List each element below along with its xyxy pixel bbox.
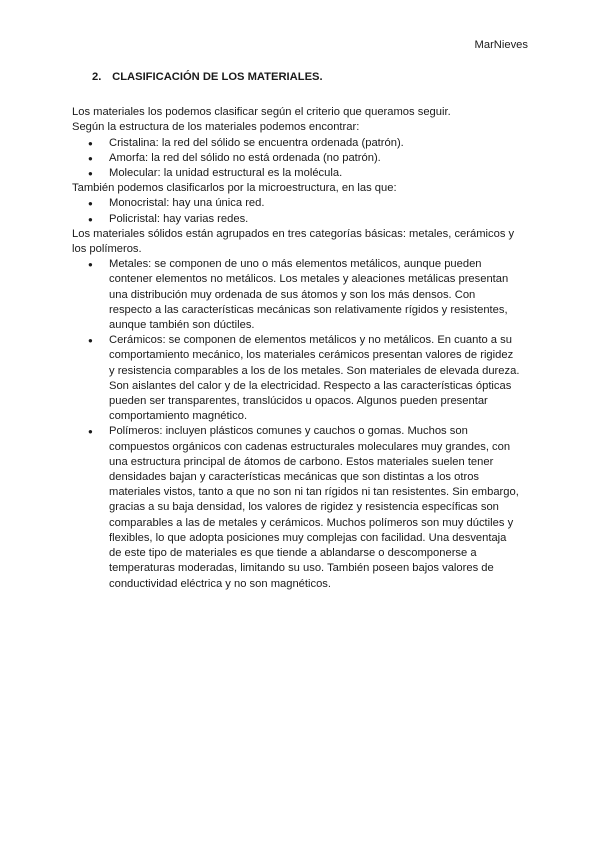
intro-paragraph: Los materiales los podemos clasificar según el criterio que queramos seguir. (72, 106, 451, 119)
section-title: CLASIFICACIÓN DE LOS MATERIALES. (112, 71, 323, 83)
list-item: ● Molecular: la unidad estructural es la molécula. (72, 166, 520, 181)
list-item: ● Monocristal: hay una única red. (72, 196, 520, 211)
list-item: ● Cristalina: la red del sólido se encuentra ordenada (patrón). (72, 136, 520, 151)
list-item-metales: ● Metales: se componen de uno o más elementos metálicos, aunque pueden contener elementos no metálicos. Los metales y aleaciones metálicas presentan una distribución muy ordenada de sus átomos y son los más densos. Con respecto a las características mecánicas son relativamente rígidos y resistentes, aunque también son dúctiles. (72, 257, 520, 333)
list-item: ● Amorfa: la red del sólido no está ordenada (no patrón). (72, 151, 520, 166)
list-item-ceramicos: ● Cerámicos: se componen de elementos metálicos y no metálicos. En cuanto a su comportamiento mecánico, los materiales cerámicos presentan valores de rigidez y resistencia comparables a los de los metales. Son materiales de elevada dureza. Son aislantes del calor y de la electricidad. Respecto a las características ópticas pueden ser transparentes, translúcidos u opacos. Algunos pueden presentar comportamiento magnético. (72, 333, 520, 424)
section-heading (92, 70, 520, 85)
categories-intro: Los materiales sólidos están agrupados en tres categorías básicas: metales, cerámicos y los polímeros. (72, 227, 515, 256)
structure-intro: Según la estructura de los materiales podemos encontrar: (72, 121, 360, 134)
structure-list (72, 136, 520, 182)
list-item-polimeros: ● Polímeros: incluyen plásticos comunes y cauchos o gomas. Muchos son compuestos orgánicos con cadenas estructurales moleculares muy grandes, con una estructura principal de átomos de carbono. Estos materiales suelen tener densidades bajan y características mecánicas que son distintas a los otros materiales vistos, tanto a que no son ni tan rígidos ni tan resistentes. Sin embargo, gracias a su baja densidad, los valores de rigidez y resistencia específicas son comparables a las de metales y cerámicos. Muchos polímeros son muy dúctiles y flexibles, lo que adopta posiciones muy complejas con facilidad. Una desventaja de este tipo de materiales es que tiende a ablandarse o descomponerse a temperaturas moderadas, limitando su uso. También poseen bajos valores de conductividad eléctrica y no son magnéticos. (72, 424, 520, 591)
categories-list (72, 257, 520, 591)
section-number: 2. (92, 71, 102, 83)
microstructure-intro: También podemos clasificarlos por la microestructura, en las que: (72, 182, 397, 195)
document-body (72, 70, 520, 592)
microstructure-list (72, 196, 520, 226)
author-name: MarNieves (474, 39, 528, 51)
list-item: ● Policristal: hay varias redes. (72, 212, 520, 227)
